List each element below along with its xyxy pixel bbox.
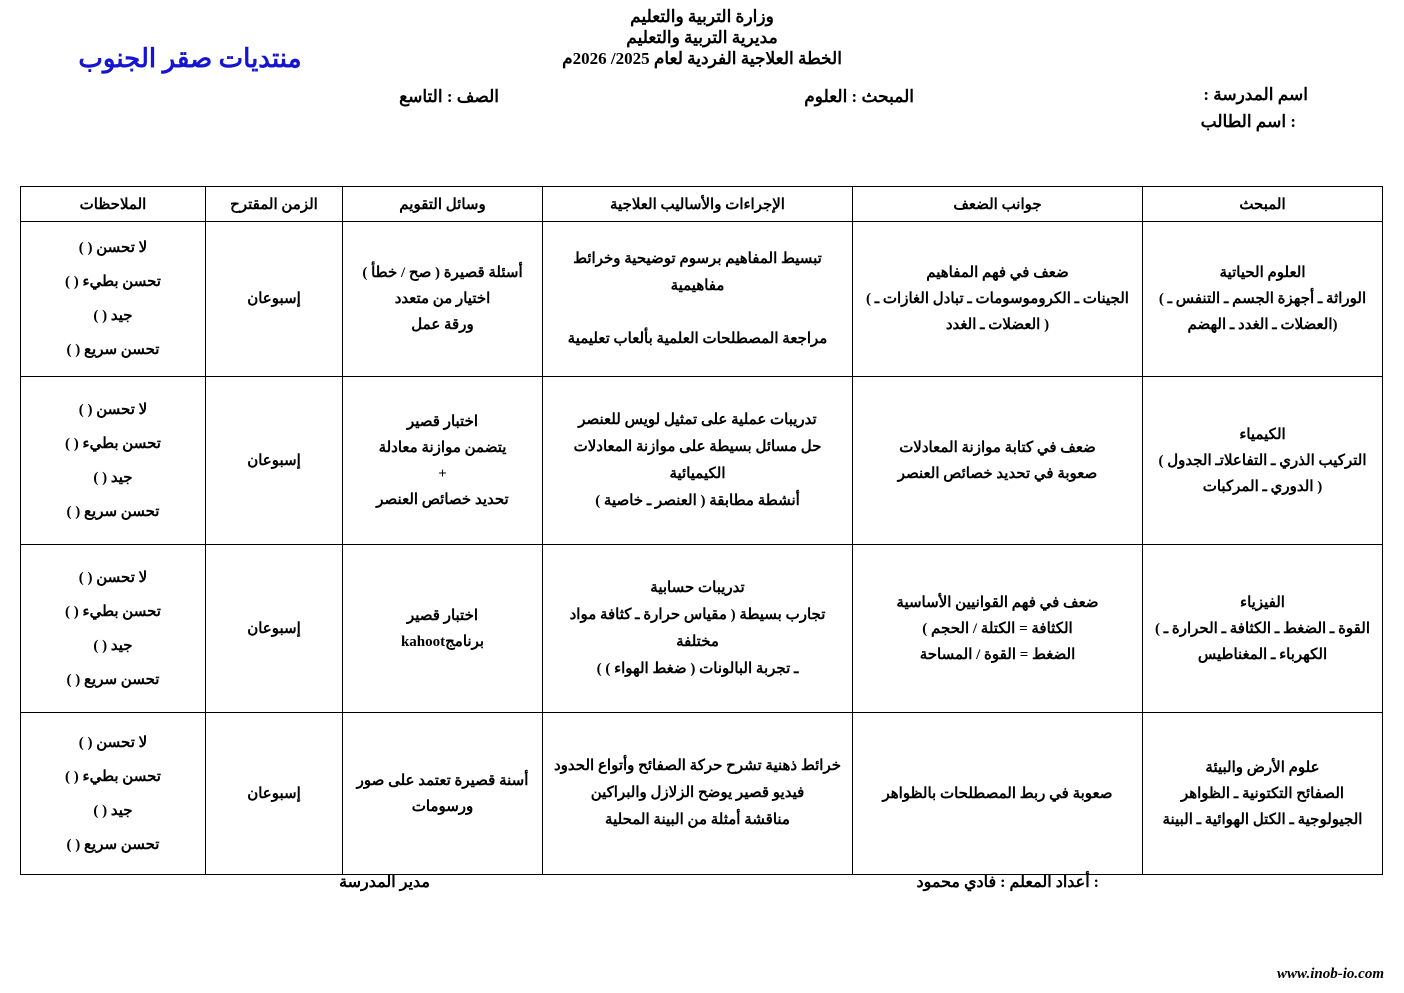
procedure-line-3: ـ تجربة البالونات ( ضغط الهواء ) )	[596, 660, 799, 677]
weakness-line-1: ضعف في فهم المفاهيم	[926, 265, 1069, 281]
cell-subject	[1143, 377, 1383, 545]
tool-line-2: اختيار من متعدد	[394, 291, 491, 307]
subject-line-2: القوة ـ الضغط ـ الكثافة ـ الحرارة ـ )	[1154, 620, 1371, 637]
plan-title-line: الخطة العلاجية الفردية لعام 2025/ 2026م	[562, 49, 842, 68]
cell-subject	[1143, 222, 1383, 377]
weakness-line-1: صعوبة في ربط المصطلحات بالظواهر	[882, 785, 1113, 802]
subject-line-2: التركيب الذري ـ التفاعلاتـ الجدول )	[1158, 452, 1367, 469]
table-row	[21, 545, 1383, 713]
weakness-line-3: ( العضلات ـ الغدد	[945, 317, 1050, 333]
note-option-good[interactable]: جيد ( )	[93, 308, 133, 324]
cell-tools	[343, 545, 543, 713]
note-option-fast-improvement[interactable]: تحسن سريع ( )	[66, 503, 160, 520]
time-value: إسبوعان	[247, 785, 301, 802]
cell-procedures	[543, 713, 853, 875]
table-row	[21, 377, 1383, 545]
cell-procedures	[543, 377, 853, 545]
time-value: إسبوعان	[247, 620, 301, 637]
ministry-line: وزارة التربية والتعليم	[630, 7, 774, 26]
student-name-field: : اسم الطالب	[1200, 112, 1296, 131]
note-option-slow-improvement[interactable]: تحسن بطيء ( )	[65, 274, 161, 290]
procedure-line-3: أنشطة مطابقة ( العنصر ـ خاصية )	[595, 492, 800, 509]
table-row	[21, 713, 1383, 875]
time-value: إسبوعان	[247, 291, 301, 307]
note-option-good[interactable]: جيد ( )	[93, 637, 133, 654]
column-header-notes: الملاحظات	[21, 187, 206, 222]
cell-procedures	[543, 222, 853, 377]
procedure-line-1: تدريبات حسابية	[650, 579, 745, 596]
procedure-line-1: تبسيط المفاهيم برسوم توضيحية وخرائط مفاهيمية	[573, 250, 822, 294]
procedure-line-2: تجارب بسيطة ( مقياس حرارة ـ كثافة مواد مختلفة	[569, 606, 826, 650]
tool-line-2: يتضمن موازنة معادلة	[378, 439, 507, 456]
cell-notes	[21, 377, 206, 545]
cell-weakness	[853, 545, 1143, 713]
subject-line-2: الوراثة ـ أجهزة الجسم ـ التنفس ـ )	[1158, 291, 1367, 307]
procedure-line-1: تدريبات عملية على تمثيل لويس للعنصر	[578, 411, 817, 428]
site-url-watermark: www.inob-io.com	[1277, 966, 1384, 982]
cell-subject	[1143, 713, 1383, 875]
subject-line-3: ( الدوري ـ المركبات	[1202, 478, 1323, 495]
document-header	[0, 6, 1404, 69]
note-option-no-improvement[interactable]: لا تحسن ( )	[78, 240, 148, 256]
procedure-line-1: خرائط ذهنية تشرح حركة الصفائح وأتواع الحدود	[554, 758, 841, 774]
principal-signature-label: مدير المدرسة	[339, 874, 430, 891]
remedial-plan-table	[20, 186, 1383, 875]
tool-line-1: أسئلة قصيرة ( صح / خطأ )	[362, 265, 523, 281]
note-option-slow-improvement[interactable]: تحسن بطيء ( )	[65, 603, 161, 620]
directorate-line: مديرية التربية والتعليم	[626, 28, 778, 47]
procedure-spacer	[549, 300, 846, 326]
note-option-no-improvement[interactable]: لا تحسن ( )	[78, 401, 148, 418]
cell-weakness	[853, 377, 1143, 545]
cell-procedures	[543, 545, 853, 713]
column-header-tools: وسائل التقويم	[343, 187, 543, 222]
weakness-line-2: الكثافة = الكتلة / الحجم )	[922, 620, 1073, 637]
tool-line-2: ورسومات	[411, 798, 474, 815]
cell-subject	[1143, 545, 1383, 713]
note-option-good[interactable]: جيد ( )	[93, 802, 133, 819]
tool-line-3: +	[438, 465, 447, 482]
tool-line-1: اختبار قصير	[406, 413, 479, 430]
column-header-time: الزمن المقترح	[206, 187, 343, 222]
tool-line-4: تحديد خصائص العنصر	[376, 491, 509, 508]
cell-time	[206, 377, 343, 545]
cell-tools	[343, 377, 543, 545]
table-header-row	[21, 187, 1383, 222]
subject-line-1: علوم الأرض والبيئة	[1205, 759, 1320, 776]
cell-weakness	[853, 222, 1143, 377]
subject-line-3: الكهرباء ـ المغناطيس	[1197, 646, 1328, 663]
school-name-field: اسم المدرسة :	[1203, 85, 1308, 104]
weakness-line-1: ضعف في فهم القوانيين الأساسية	[896, 594, 1099, 611]
weakness-line-2: الجينات ـ الكروموسومات ـ تبادل الغازات ـ )	[866, 291, 1129, 307]
subject-line-1: الفيزياء	[1240, 594, 1285, 611]
cell-notes	[21, 545, 206, 713]
note-option-fast-improvement[interactable]: تحسن سريع ( )	[66, 836, 160, 853]
note-option-slow-improvement[interactable]: تحسن بطيء ( )	[65, 435, 161, 452]
cell-notes	[21, 713, 206, 875]
weakness-line-2: صعوبة في تحديد خصائص العنصر	[897, 465, 1098, 482]
note-option-no-improvement[interactable]: لا تحسن ( )	[78, 734, 148, 751]
procedure-line-2: مراجعة المصطلحات العلمية بألعاب تعليمية	[567, 330, 828, 347]
tool-line-3: ورقة عمل	[411, 317, 474, 333]
forum-watermark: منتديات صقر الجنوب	[78, 44, 302, 73]
note-option-slow-improvement[interactable]: تحسن بطيء ( )	[65, 768, 161, 785]
subject-line-1: العلوم الحياتية	[1219, 265, 1306, 281]
subject-field: المبحث : العلوم	[804, 87, 914, 106]
column-header-weakness: جوانب الضعف	[853, 187, 1143, 222]
procedure-line-2: فيديو قصير يوضح الزلازل والبراكين	[590, 785, 805, 801]
tool-line-1: أسنة قصيرة تعتمد على صور	[356, 772, 529, 789]
table-row	[21, 222, 1383, 377]
cell-weakness	[853, 713, 1143, 875]
note-option-no-improvement[interactable]: لا تحسن ( )	[78, 569, 148, 586]
subject-line-2: الصفائح التكتونية ـ الظواهر	[1180, 785, 1345, 802]
note-option-fast-improvement[interactable]: تحسن سريع ( )	[66, 342, 160, 358]
cell-tools	[343, 222, 543, 377]
cell-time	[206, 545, 343, 713]
note-option-fast-improvement[interactable]: تحسن سريع ( )	[66, 671, 160, 688]
procedure-line-3: مناقشة أمثلة من البينة المحلية	[605, 812, 790, 828]
procedure-line-2: حل مسائل بسيطة على موازنة المعادلات الكيميائية	[573, 438, 822, 482]
note-option-good[interactable]: جيد ( )	[93, 469, 133, 486]
table-header	[21, 187, 1383, 222]
column-header-procedures: الإجراءات والأساليب العلاجية	[543, 187, 853, 222]
weakness-line-3: الضغط = القوة / المساحة	[919, 646, 1076, 663]
cell-time	[206, 713, 343, 875]
cell-notes	[21, 222, 206, 377]
remedial-plan-table-wrap	[21, 186, 1383, 875]
weakness-line-1: ضعف في كتابة موازنة المعادلات	[899, 439, 1096, 456]
column-header-subject: المبحث	[1143, 187, 1383, 222]
tool-line-1: اختبار قصير	[406, 607, 479, 624]
cell-time	[206, 222, 343, 377]
cell-tools	[343, 713, 543, 875]
tool-line-2: برنامجkahoot	[400, 633, 485, 650]
table-body	[21, 222, 1383, 875]
teacher-signature-label: : أعداد المعلم : فادي محمود	[916, 874, 1099, 891]
time-value: إسبوعان	[247, 452, 301, 469]
grade-field: الصف : التاسع	[399, 87, 499, 106]
subject-line-3: (العضلات ـ الغدد ـ الهضم	[1187, 317, 1338, 333]
subject-line-1: الكيمياء	[1239, 426, 1286, 443]
subject-line-3: الجيولوجية ـ الكتل الهوائية ـ البينة	[1162, 811, 1363, 828]
